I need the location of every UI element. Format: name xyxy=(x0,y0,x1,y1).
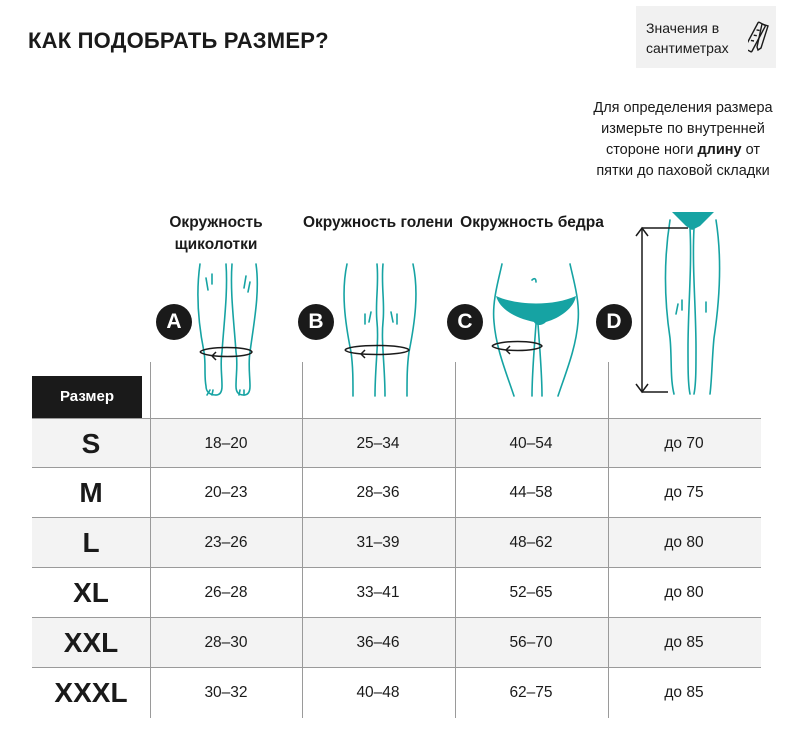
table-row xyxy=(32,568,761,618)
length-cell: до 85 xyxy=(664,684,704,701)
thigh-cell: 62–75 xyxy=(509,684,553,701)
length-cell: до 70 xyxy=(664,435,704,452)
calf-cell: 31–39 xyxy=(356,534,400,551)
ankle-cell: 23–26 xyxy=(204,534,248,551)
divider xyxy=(150,362,151,418)
size-header: Размер xyxy=(32,376,142,418)
column-header-ankle: Окружность щиколотки xyxy=(169,214,263,253)
length-cell: до 75 xyxy=(664,484,704,501)
column-header-calf: Окружность голени xyxy=(302,214,454,231)
ankle-cell: 20–23 xyxy=(204,484,248,501)
length-cell: до 80 xyxy=(664,534,704,551)
table-row xyxy=(32,418,761,468)
divider xyxy=(608,362,609,418)
badge-d: D xyxy=(596,304,632,340)
calf-cell: 36–46 xyxy=(356,634,400,651)
table-row xyxy=(32,468,761,518)
divider xyxy=(455,362,456,418)
length-cell: до 85 xyxy=(664,634,704,651)
thigh-cell: 56–70 xyxy=(509,634,553,651)
size-cell: L xyxy=(82,527,100,558)
thigh-cell: 52–65 xyxy=(509,584,553,601)
badge-c: C xyxy=(447,304,483,340)
ruler-pencil-icon xyxy=(748,16,772,58)
badge-b: B xyxy=(298,304,334,340)
ankle-cell: 28–30 xyxy=(204,634,248,651)
size-cell: XL xyxy=(73,577,109,608)
calf-cell: 25–34 xyxy=(356,435,400,452)
size-cell: M xyxy=(79,477,103,508)
calf-cell: 28–36 xyxy=(356,484,400,501)
hint-bold-word: длину xyxy=(697,142,742,158)
badge-a: A xyxy=(156,304,192,340)
size-table xyxy=(32,418,761,718)
table-row xyxy=(32,518,761,568)
table-row xyxy=(32,618,761,668)
table-row xyxy=(32,668,761,718)
thigh-cell: 44–58 xyxy=(509,484,553,501)
calf-cell: 40–48 xyxy=(356,684,400,701)
units-badge xyxy=(636,6,776,68)
divider xyxy=(302,362,303,418)
size-cell: XXL xyxy=(63,627,119,658)
leg-length-illustration xyxy=(608,208,760,398)
ankle-cell: 18–20 xyxy=(204,435,248,452)
hint-text: Для определения размера измерьте по внутренней стороне ноги xyxy=(593,100,773,158)
size-cell: XXXL xyxy=(54,677,128,708)
hint-text-end: от пятки до паховой складки xyxy=(596,142,770,179)
ankle-cell: 30–32 xyxy=(204,684,248,701)
thigh-cell: 40–54 xyxy=(509,435,553,452)
measurement-hint xyxy=(590,98,776,182)
ankle-cell: 26–28 xyxy=(204,584,248,601)
length-cell: до 80 xyxy=(664,584,704,601)
size-cell: S xyxy=(81,428,101,459)
column-header-thigh: Окружность бедра xyxy=(460,214,604,231)
units-note: Значения в сантиметрах xyxy=(646,20,729,56)
page-title: КАК ПОДОБРАТЬ РАЗМЕР? xyxy=(28,28,329,53)
thigh-cell: 48–62 xyxy=(509,534,553,551)
calf-cell: 33–41 xyxy=(356,584,400,601)
